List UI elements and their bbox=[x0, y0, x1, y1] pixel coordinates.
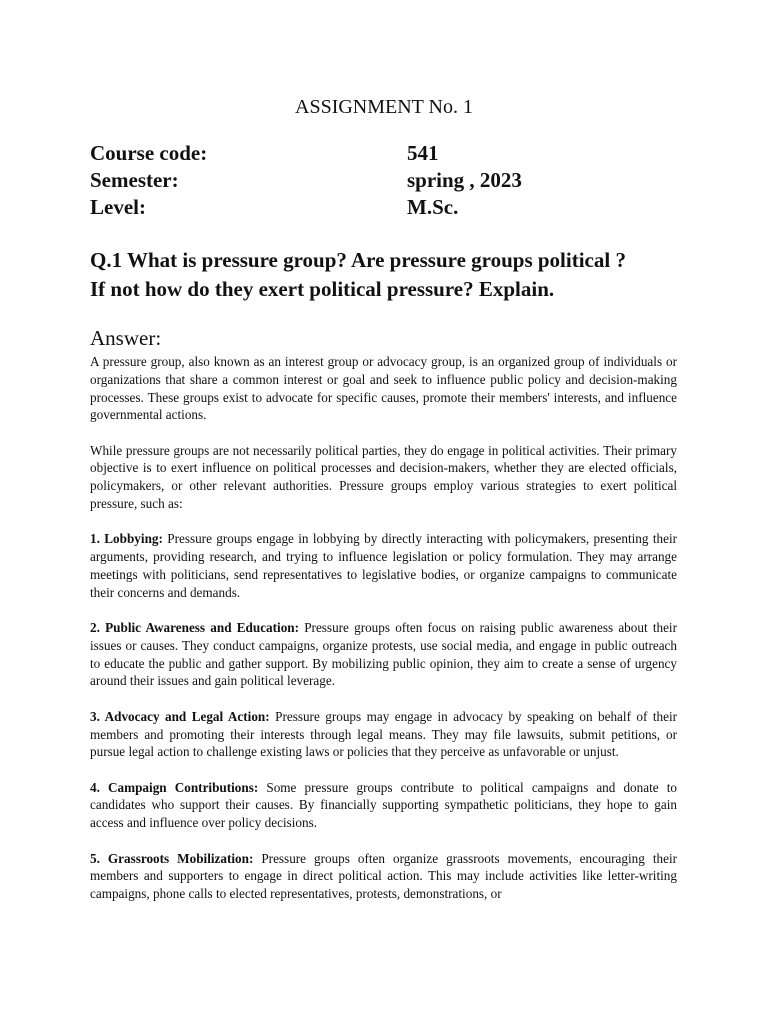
paragraph-text: Some pressure groups contribute to political campaigns and donate to candidates who support their causes. By financially supporting sympathetic politicians, they hope to gain access and influence over policy decisions. bbox=[90, 779, 677, 831]
paragraph-lead: 4. Campaign Contributions: bbox=[90, 779, 259, 795]
paragraph-intro bbox=[90, 353, 677, 424]
paragraph-lead: 5. Grassroots Mobilization: bbox=[90, 850, 254, 866]
paragraph-text: A pressure group, also known as an interest group or advocacy group, is an organized group of individuals or organizations that share a common interest or goal and seek to influence public policy and decision-making processes. These groups exist to advocate for specific causes, promote their members' interests, and influence governmental actions. bbox=[90, 354, 677, 423]
paragraph-text: Pressure groups often organize grassroots movements, encouraging their members and supporters to engage in direct political action. This may include activities like letter-writing campaigns, phone calls to elected representatives, protests, demonstrations, or bbox=[90, 850, 677, 902]
assignment-title: ASSIGNMENT No. 1 bbox=[295, 96, 473, 118]
paragraph-lead: 2. Public Awareness and Education: bbox=[90, 620, 300, 636]
paragraph-public-awareness bbox=[90, 619, 677, 690]
paragraph-lead: 3. Advocacy and Legal Action: bbox=[90, 708, 270, 724]
question-heading bbox=[90, 246, 690, 304]
meta-label: Level: bbox=[90, 195, 146, 219]
meta-row-semester bbox=[90, 167, 690, 194]
meta-value: M.Sc. bbox=[407, 195, 459, 219]
paragraph-grassroots bbox=[90, 850, 677, 903]
question-line-2: If not how do they exert political pressure? Explain. bbox=[90, 277, 555, 301]
meta-row-course-code bbox=[90, 140, 690, 167]
meta-label: Semester: bbox=[90, 168, 179, 192]
answer-body bbox=[90, 353, 677, 920]
paragraph-text: Pressure groups may engage in advocacy by speaking on behalf of their members and promoting their interests through legal means. They may file lawsuits, submit petitions, or pursue legal action to challenge existing laws or policies that they perceive as unfavorable or unjust. bbox=[90, 708, 678, 760]
paragraph-advocacy bbox=[90, 708, 677, 761]
answer-heading: Answer: bbox=[90, 326, 162, 350]
paragraph-campaign-contributions bbox=[90, 779, 677, 832]
paragraph-text: Pressure groups engage in lobbying by directly interacting with policymakers, presenting their arguments, providing research, and trying to influence legislation or policy formulation. They may arrange meetings with politicians, send representatives to legislative bodies, or organize campaigns to communicate their concerns and demands. bbox=[90, 531, 677, 600]
paragraph-lead: 1. Lobbying: bbox=[90, 531, 163, 547]
paragraph-lobbying bbox=[90, 530, 677, 601]
meta-value: 541 bbox=[407, 141, 439, 165]
meta-row-level bbox=[90, 194, 690, 221]
paragraph-text: Pressure groups often focus on raising public awareness about their issues or causes. They conduct campaigns, organize protests, use social media, and engage in public outreach to educate the public and gather support. By mobilizing public opinion, they aim to create a sense of urgency around their issues and gain political leverage. bbox=[90, 620, 677, 689]
paragraph-political-activities bbox=[90, 442, 677, 513]
paragraph-text: While pressure groups are not necessarily political parties, they do engage in political activities. Their primary objective is to exert influence on political processes and decision-makers, whether they are elected officials, policymakers, or other relevant authorities. Pressure groups employ various strategies to exert political pressure, such as: bbox=[90, 442, 677, 512]
meta-value: spring , 2023 bbox=[407, 168, 522, 192]
question-line-1: Q.1 What is pressure group? Are pressure groups political ? bbox=[90, 248, 626, 272]
meta-label: Course code: bbox=[90, 141, 208, 165]
course-meta bbox=[90, 140, 690, 221]
